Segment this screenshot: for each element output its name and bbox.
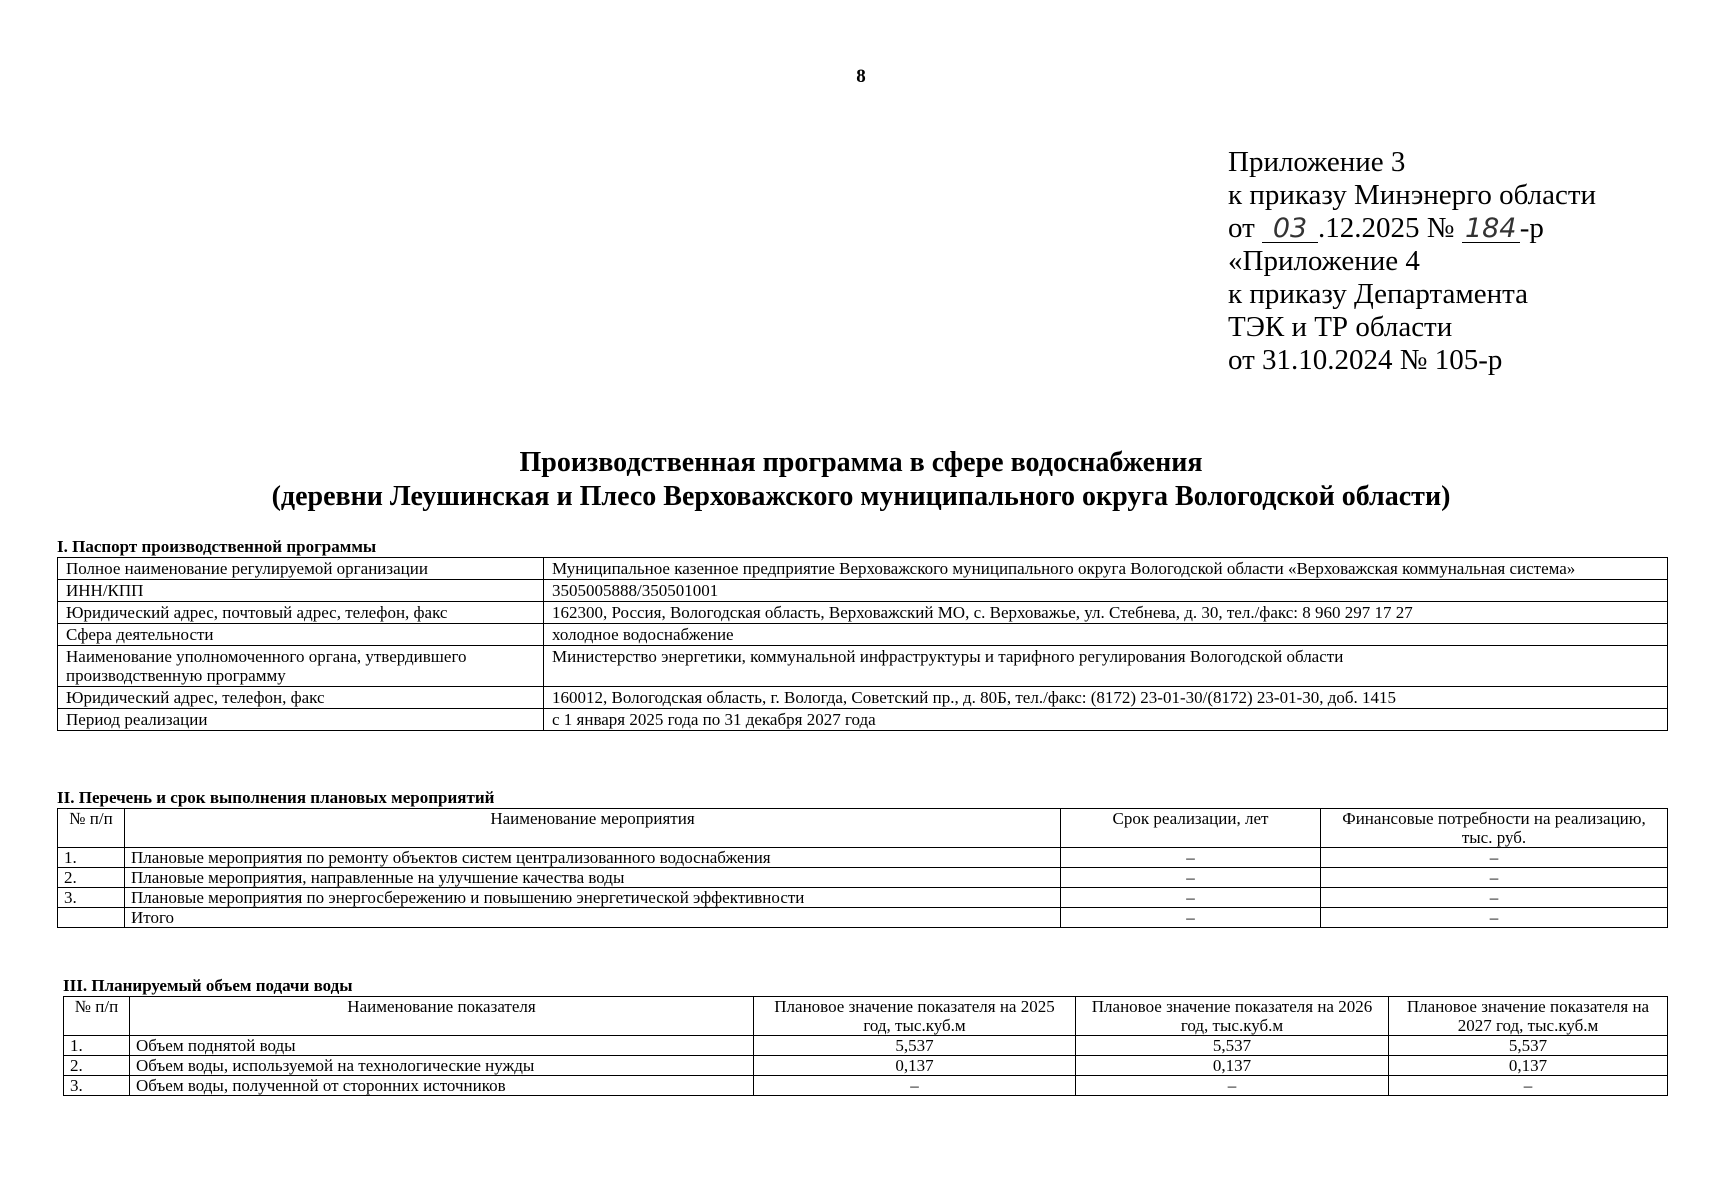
row-name: Плановые мероприятия, направленные на улучшение качества воды [125,868,1061,888]
document-title-line-2: (деревни Леушинская и Плесо Верховажского муниципального округа Вологодской области) [271,481,1451,512]
passport-value: с 1 января 2025 года по 31 декабря 2027 года [544,709,1668,731]
row-term: – [1061,848,1321,868]
row-value-2025: – [754,1076,1076,1096]
row-num: 2. [64,1056,130,1076]
table-row [58,687,1668,709]
section-1-heading: I. Паспорт производственной программы [57,537,377,556]
column-header-name: Наименование показателя [130,997,754,1036]
row-num: 2. [58,868,125,888]
row-num: 3. [64,1076,130,1096]
appendix-block [1228,146,1596,377]
section-3-heading: III. Планируемый объем подачи воды [63,976,353,995]
table-row [58,624,1668,646]
measures-table [57,808,1668,928]
passport-value: 162300, Россия, Вологодская область, Верховажский МО, с. Верховажье, ул. Стебнева, д. 30, тел./факс: 8 960 297 17 27 [544,602,1668,624]
table-row [64,1036,1668,1056]
row-name: Объем воды, полученной от сторонних источников [130,1076,754,1096]
passport-label: Юридический адрес, телефон, факс [58,687,544,709]
appendix-line-5: к приказу Департамента [1228,278,1529,310]
row-name: Плановые мероприятия по ремонту объектов систем централизованного водоснабжения [125,848,1061,868]
document-title-line-1: Производственная программа в сфере водоснабжения [519,447,1203,478]
appendix-line-7: от 31.10.2024 № 105-р [1228,344,1503,376]
table-row [58,602,1668,624]
passport-value: 160012, Вологодская область, г. Вологда, Советский пр., д. 80Б, тел./факс: (8172) 23-01-30/(8172) 23-01-30, доб. 1415 [544,687,1668,709]
row-term: – [1061,888,1321,908]
row-value-2026: – [1076,1076,1389,1096]
row-num: 1. [58,848,125,868]
column-header-name: Наименование мероприятия [125,809,1061,848]
table-row [58,580,1668,602]
row-value-2026: 5,537 [1076,1036,1389,1056]
row-finance: – [1321,868,1668,888]
column-header-2026: Плановое значение показателя на 2026 год, тыс.куб.м [1076,997,1389,1036]
row-num [58,908,125,928]
passport-label: ИНН/КПП [58,580,544,602]
passport-table [57,557,1668,731]
row-name: Объем воды, используемой на технологические нужды [130,1056,754,1076]
row-term: – [1061,908,1321,928]
water-volume-table [63,996,1668,1096]
appendix-date-prefix: от [1228,212,1255,244]
table-header-row [64,997,1668,1036]
row-finance: – [1321,888,1668,908]
appendix-date-mid: .12.2025 № [1318,212,1455,244]
row-value-2025: 0,137 [754,1056,1076,1076]
row-finance: – [1321,848,1668,868]
table-row [58,848,1668,868]
passport-label: Сфера деятельности [58,624,544,646]
column-header-term: Срок реализации, лет [1061,809,1321,848]
row-value-2025: 5,537 [754,1036,1076,1056]
row-term: – [1061,868,1321,888]
row-value-2027: 5,537 [1389,1036,1668,1056]
appendix-line-2: к приказу Минэнерго области [1228,179,1597,211]
table-row [58,888,1668,908]
table-row [58,558,1668,580]
column-header-2025: Плановое значение показателя на 2025 год, тыс.куб.м [754,997,1076,1036]
row-finance: – [1321,908,1668,928]
section-2-heading: II. Перечень и срок выполнения плановых мероприятий [57,788,495,807]
column-header-num: № п/п [58,809,125,848]
handwritten-number: 184 [1462,216,1520,243]
page-number: 8 [856,66,866,87]
table-row [58,646,1668,687]
row-value-2026: 0,137 [1076,1056,1389,1076]
row-name: Плановые мероприятия по энергосбережению и повышению энергетической эффективности [125,888,1061,908]
appendix-line-1: Приложение 3 [1228,146,1406,178]
passport-label: Юридический адрес, почтовый адрес, телефон, факс [58,602,544,624]
passport-label: Период реализации [58,709,544,731]
column-header-finance: Финансовые потребности на реализацию, тыс. руб. [1321,809,1668,848]
passport-value: Муниципальное казенное предприятие Верховажского муниципального округа Вологодской области «Верховажская коммунальная система» [544,558,1668,580]
table-row [58,868,1668,888]
document-title [0,446,1722,514]
handwritten-day: 03 [1262,216,1318,243]
column-header-num: № п/п [64,997,130,1036]
table-row [64,1076,1668,1096]
passport-value: Министерство энергетики, коммунальной инфраструктуры и тарифного регулирования Вологодской области [544,646,1668,687]
appendix-line-3 [1228,212,1596,245]
row-value-2027: – [1389,1076,1668,1096]
passport-value: 3505005888/350501001 [544,580,1668,602]
appendix-line-4: «Приложение 4 [1228,245,1420,277]
table-row-total [58,908,1668,928]
passport-label: Полное наименование регулируемой организации [58,558,544,580]
row-name: Итого [125,908,1061,928]
passport-value: холодное водоснабжение [544,624,1668,646]
appendix-line-6: ТЭК и ТР области [1228,311,1453,343]
row-name: Объем поднятой воды [130,1036,754,1056]
table-row [58,709,1668,731]
row-num: 1. [64,1036,130,1056]
appendix-date-suffix: -р [1519,212,1544,244]
row-num: 3. [58,888,125,908]
table-header-row [58,809,1668,848]
column-header-2027: Плановое значение показателя на 2027 год, тыс.куб.м [1389,997,1668,1036]
passport-label: Наименование уполномоченного органа, утвердившего производственную программу [58,646,544,687]
row-value-2027: 0,137 [1389,1056,1668,1076]
table-row [64,1056,1668,1076]
